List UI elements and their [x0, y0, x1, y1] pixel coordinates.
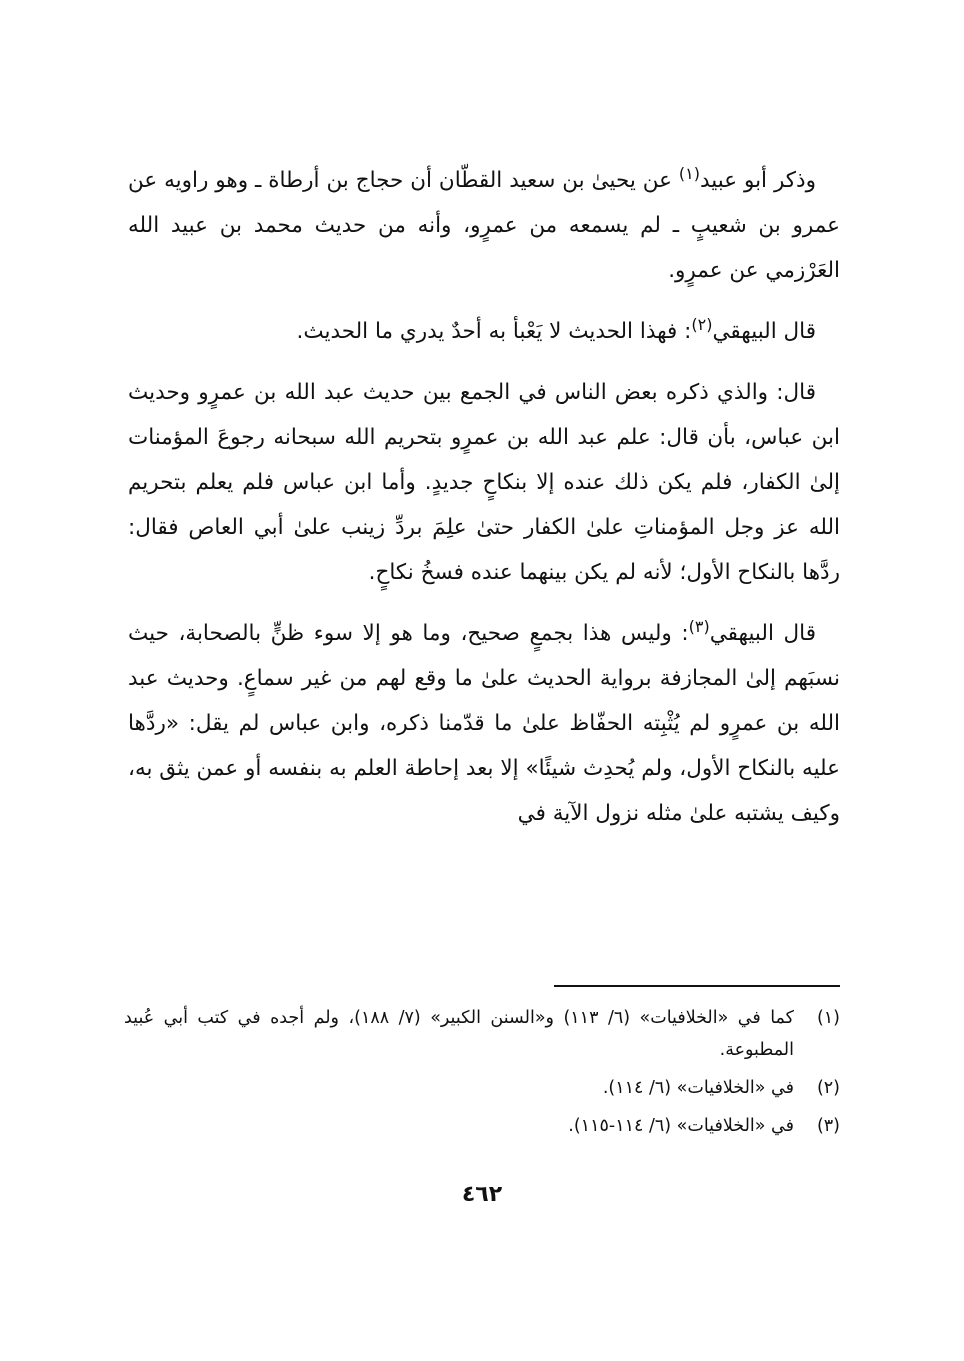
footnote-2: [124, 1072, 840, 1104]
paragraph-3: [128, 370, 840, 595]
footnote-1-text: كما في «الخلافيات» (٦/ ١١٣) و«السنن الكبير» (٧/ ١٨٨)، ولم أجده في كتب أبي عُبيد المطبوعة.: [124, 1008, 794, 1060]
footnote-ref-1[interactable]: (١): [678, 163, 700, 183]
footnote-2-text: في «الخلافيات» (٦/ ١١٤).: [602, 1078, 794, 1098]
page-number: ٤٦٢: [461, 1182, 503, 1207]
main-text: [128, 158, 840, 852]
paragraph-4: [128, 611, 840, 836]
footnote-ref-2[interactable]: (٢): [691, 314, 713, 334]
paragraph-4-text-start: قال البيهقي: [709, 621, 816, 646]
paragraph-2-text-start: قال البيهقي: [712, 319, 816, 344]
paragraph-1: [128, 158, 840, 293]
paragraph-4-text-rest: : وليس هذا بجمعٍ صحيح، وما هو إلا سوء ظنٍّ بالصحابة، حيث نسبَهم إلىٰ المجازفة برواية الحديث علىٰ ما وقع لهم من غير سماعٍ. وحديث عبد الله بن عمرٍو لم يُثْبِته الحفّاظ علىٰ ما قدّمنا ذكره، وابن عباس لم يقل: «ردَّها عليه بالنكاح الأول، ولم يُحدِث شيئًا» إلا بعد إحاطة العلم به بنفسه أو عمن يثق به، وكيف يشتبه علىٰ مثله نزول الآية في: [128, 621, 840, 826]
footnote-ref-3[interactable]: (٣): [688, 616, 710, 636]
footnote-3-text: في «الخلافيات» (٦/ ١١٤-١١٥).: [568, 1116, 794, 1136]
footnote-2-number: (٢): [816, 1078, 840, 1098]
paragraph-2: [128, 309, 840, 354]
footnote-3: [124, 1110, 840, 1142]
footnote-1: [124, 1002, 840, 1066]
footnote-3-number: (٣): [816, 1116, 840, 1136]
paragraph-1-text-start: وذكر أبو عبيد: [699, 168, 816, 193]
footnote-1-number: (١): [816, 1008, 840, 1028]
footnote-divider: [554, 985, 840, 987]
footnotes: [124, 1002, 840, 1148]
paragraph-1-text-rest: عن يحيىٰ بن سعيد القطّان أن حجاج بن أرطاة ـ وهو راويه عن عمرو بن شعيبٍ ـ لم يسمعه من عمرٍو، وأنه من حديث محمد بن عبيد الله العَرْزمي عن عمرٍو.: [128, 168, 840, 283]
paragraph-3-text: قال: والذي ذكره بعض الناس في الجمع بين حديث عبد الله بن عمرٍو وحديث ابن عباس، بأن قال: علم عبد الله بن عمرٍو بتحريم الله سبحانه رجوعَ المؤمنات إلىٰ الكفار، فلم يكن ذلك عنده إلا بنكاحٍ جديدٍ. وأما ابن عباس فلم يعلم بتحريم الله عز وجل المؤمناتِ علىٰ الكفار حتىٰ علِمَ بردِّ زينب علىٰ أبي العاص فقال: ردَّها بالنكاح الأول؛ لأنه لم يكن بينهما عنده فسخُ نكاحٍ.: [128, 380, 840, 585]
paragraph-2-text-rest: : فهذا الحديث لا يَعْبأ به أحدٌ يدري ما الحديث.: [296, 319, 692, 344]
